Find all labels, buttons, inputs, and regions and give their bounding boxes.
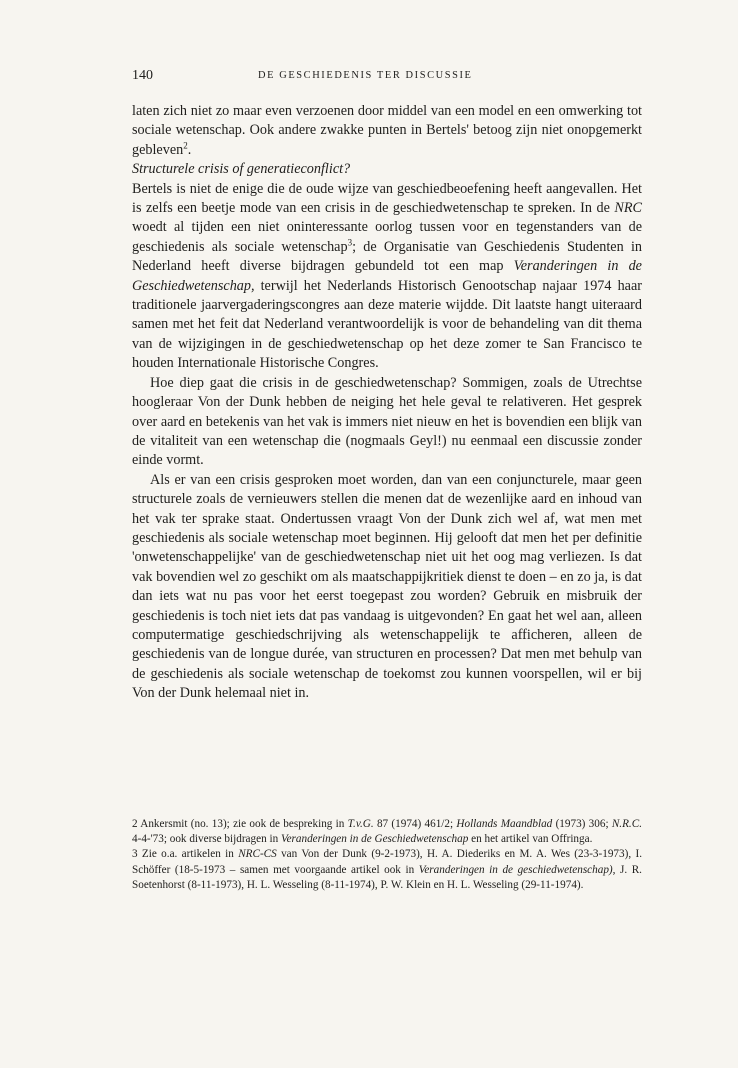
- paragraph-3: Hoe diep gaat die crisis in de geschiedwetenschap? Sommigen, zoals de Utrechtse hoogleraar Von der Dunk hebben de neiging het hele geval te relativeren. Het gesprek over aard en betekenis van het vak is immers niet nieuw en het is bovendien een blijk van de vitaliteit van een wetenschap die (nogmaals Geyl!) nu eenmaal een discussie zonder einde vormt.: [132, 374, 642, 469]
- footnote-ref-3[interactable]: 3: [347, 237, 353, 248]
- footnotes: [132, 817, 642, 893]
- page-number: 140: [132, 68, 153, 83]
- paragraph-4: Als er van een crisis gesproken moet worden, dan van een conjuncturele, maar geen structurele zoals de vernieuwers stellen die menen dat de wezenlijke aard en inhoud van het vak ter sprake staat. Ondertussen vraagt Von der Dunk zich wel af, wat men met geschiedenis als sociale wetenschap moet beginnen. Hij gelooft dat men het per definitie 'onwetenschappelijke' van de geschiedwetenschap niet uit het oog mag verliezen. Is dat vak bovendien wel zo geschikt om als maatschappijkritiek dienst te doen – en zo ja, is dat dan iets wat nu pas voor het eerst toegepast zou worden? Gebruik en misbruik der geschiedenis is toch niet iets dat pas vandaag is uitgevonden? En gaat het wel aan, alleen computermatige geschiedschrijving als wetenschappelijk te afficheren, alleen de geschiedenis van de longue durée, van structuren en processen? Dat men met behulp van de geschiedenis als sociale wetenschap de toekomst zou kunnen voorspellen, wil er bij Von der Dunk helemaal niet in.: [132, 471, 642, 702]
- running-head: DE GESCHIEDENIS TER DISCUSSIE: [258, 70, 473, 81]
- paragraph-1: laten zich niet zo maar even verzoenen door middel van een model en een omwerking tot sociale wetenschap. Ook andere zwakke punten in Bertels' betoog zijn niet onopgemerkt gebleven$^2$.: [132, 103, 642, 158]
- body-text: [132, 102, 642, 704]
- footnote-3: 3 Zie o.a. artikelen in NRC-CS van Von der Dunk (9-2-1973), H. A. Diederiks en M. A. Wes (23-3-1973), I. Schöffer (18-5-1973 – samen met voorgaande artikel ook in Veranderingen in de geschiedwetenschap), J. R. Soetenhorst (8-11-1973), H. L. Wesseling (8-11-1974), P. W. Klein en H. L. Wesseling (29-11-1974).: [132, 848, 642, 891]
- paragraph-2: Bertels is niet de enige die de oude wijze van geschiedbeoefening heeft aangevallen. Het is zelfs een beetje mode van een crisis in de geschiedwetenschap te spreken. In de NRC woedt al tijden een niet oninteressante oorlog tussen voor en tegenstanders van de geschiedenis als sociale wetenschap$^3$; de Organisatie van Geschiedenis Studenten in Nederland heeft diverse bijdragen gebundeld tot een map Veranderingen in de Geschiedwetenschap, terwijl het Nederlands Historisch Genootschap najaar 1974 haar traditionele jaarvergaderingscongres aan deze materie wijdde. Dit laatste hangt uiteraard samen met het feit dat Nederland verantwoordelijk is voor de behandeling van dit thema van de wijzigingen in de geschiedwetenschap op het deze zomer te San Francisco te houden Internationale Historische Congres.: [132, 180, 642, 372]
- section-subheading: Structurele crisis of generatieconflict?: [132, 161, 351, 178]
- footnote-2: 2 Ankersmit (no. 13); zie ook de bespreking in T.v.G. 87 (1974) 461/2; Hollands Maandblad (1973) 306; N.R.C. 4-4-'73; ook diverse bijdragen in Veranderingen in de Geschiedwetenschap en het artikel van Offringa.: [132, 818, 642, 846]
- footnote-ref-2[interactable]: 2: [183, 140, 188, 151]
